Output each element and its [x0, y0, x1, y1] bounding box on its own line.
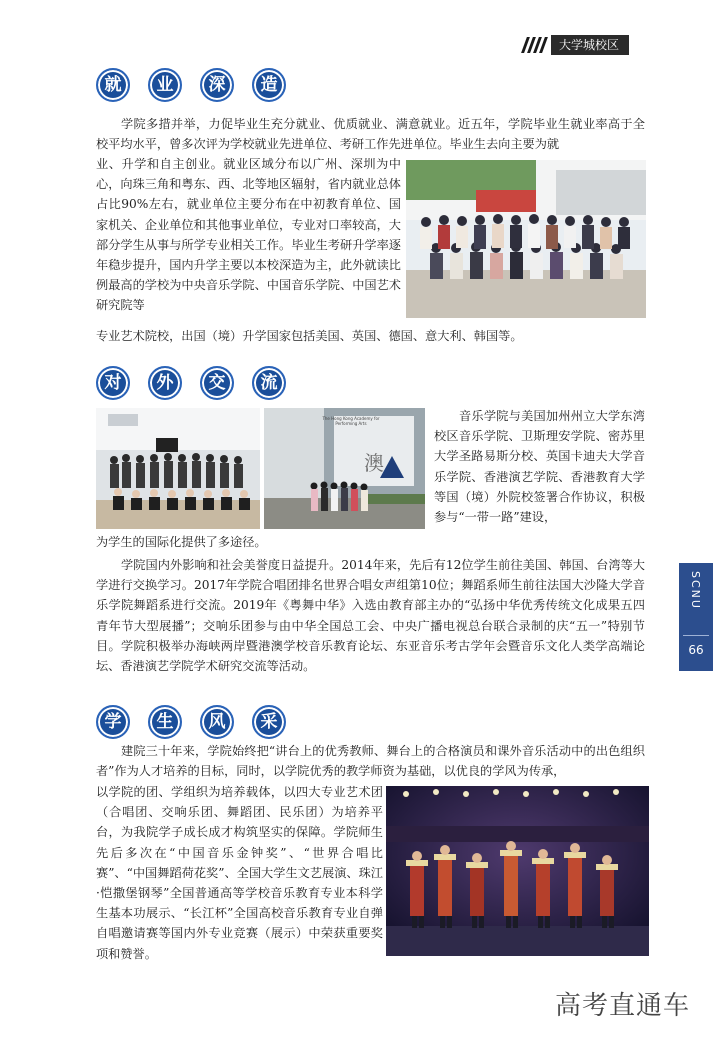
page-number: 66: [688, 643, 704, 657]
employment-paragraph-top: 学院多措并举，力促毕业生充分就业、优质就业、满意就业。近五年，学院毕业生就业率高于全校平均水平，曾多次评为学校就业先进单位、考研工作先进单位。毕业生去向主要为就: [96, 117, 645, 152]
heading-char: 采: [252, 705, 286, 739]
heading-char: 学: [96, 705, 130, 739]
employment-paragraph-wrap: 业、升学和自主创业。就业区域分布以广州、深圳为中心，向珠三角和粤东、西、北等地区辐射，省内就业总体占比90%左右，就业单位主要分布在中初教育单位、国家机关、企业单位和其他事业单位，专业对口率较高，大部分学生从事与所学专业相关工作。毕业生考研升学率逐年稳步提升，国内升学主要以本校深造为主，此外就读比例最高的学校为中央音乐学院、中国音乐学院、中国艺术研究院等: [96, 157, 401, 313]
heading-char: 造: [252, 68, 286, 102]
heading-char: 风: [200, 705, 234, 739]
stripe-decoration: [524, 37, 545, 53]
heading-char: 流: [252, 366, 286, 400]
section-header-tag: [524, 35, 629, 55]
exchange-paragraph-2: 学院国内外影响和社会美誉度日益提升。2014年来，先后有12位学生前往美国、韩国、台湾等大学进行交换学习。2017年学院合唱团排名世界合唱女声组第10位；舞蹈系师生前往法国大沙隆大学音乐学院舞蹈系进行交流。2019年《粤舞中华》入选由教育部主办的“弘扬中华优秀传统文化成果五四青年节大型展播”；交响乐团参与由中华全国总工会、中央广播电视总台联合录制的庆“五一”特别节目。学院积极举办海峡两岸暨港澳学校音乐教育论坛、东亚音乐考古学年会暨音乐文化人类学高端论坛、香港演艺学院学术研究交流等活动。: [96, 558, 645, 674]
exchange-paragraph-right: 音乐学院与美国加州州立大学东湾校区音乐学院、卫斯理安学院、密苏里大学圣路易斯分校、英国卡迪夫大学音乐学院、香港演艺学院、香港教育大学等国（境）外院校签署合作协议，积极参与“一带一路”建设，: [434, 409, 645, 525]
side-tab-brand: SCNU: [689, 571, 702, 610]
heading-char: 业: [148, 68, 182, 102]
heading-employment: [96, 68, 286, 102]
svg-text:澳: 澳: [364, 451, 384, 475]
heading-char: 深: [200, 68, 234, 102]
heading-exchange: [96, 366, 286, 400]
heading-char: 交: [200, 366, 234, 400]
dance-exchange-photo: [96, 408, 260, 529]
heading-char: 就: [96, 68, 130, 102]
exchange-paragraph-tail: 为学生的国际化提供了多途径。: [96, 535, 267, 549]
hk-academy-photo: [264, 408, 425, 529]
page-side-tab: [679, 563, 713, 671]
section-tag-label: 大学城校区: [551, 35, 629, 55]
graduates-group-photo: [406, 160, 646, 318]
hk-academy-sign: The Hong Kong Academy for Performing Arts: [322, 416, 380, 426]
employment-paragraph-tail: 专业艺术院校，出国（境）升学国家包括美国、英国、德国、意大利、韩国等。: [96, 329, 523, 343]
stage-performance-photo: [386, 786, 649, 956]
watermark-text: 高考直通车: [555, 991, 691, 1021]
heading-char: 外: [148, 366, 182, 400]
heading-char: 生: [148, 705, 182, 739]
heading-students: [96, 705, 286, 739]
students-paragraph-wrap: 以学院的团、学组织为培养载体，以四大专业艺术团（合唱团、交响乐团、舞蹈团、民乐团）为培养平台，为我院学子成长成才构筑坚实的保障。学院师生先后多次在“中国音乐金钟奖”、“世界合唱比赛”、“中国舞蹈荷花奖”、全国大学生文艺展演、珠江·恺撒堡钢琴”全国普通高等学校音乐教育专业本科学生基本功展示、“长江杯”全国高校音乐教育专业自弹自唱邀请赛等国内外专业竞赛（展示）中荣获重要奖项和赞誉。: [96, 785, 383, 961]
side-tab-divider: [683, 635, 709, 636]
students-paragraph-top: 建院三十年来，学院始终把“讲台上的优秀教师、舞台上的合格演员和课外音乐活动中的出色组织者”作为人才培养的目标，同时，以学院优秀的教学师资为基础，以优良的学风为传承，: [96, 744, 645, 779]
heading-char: 对: [96, 366, 130, 400]
